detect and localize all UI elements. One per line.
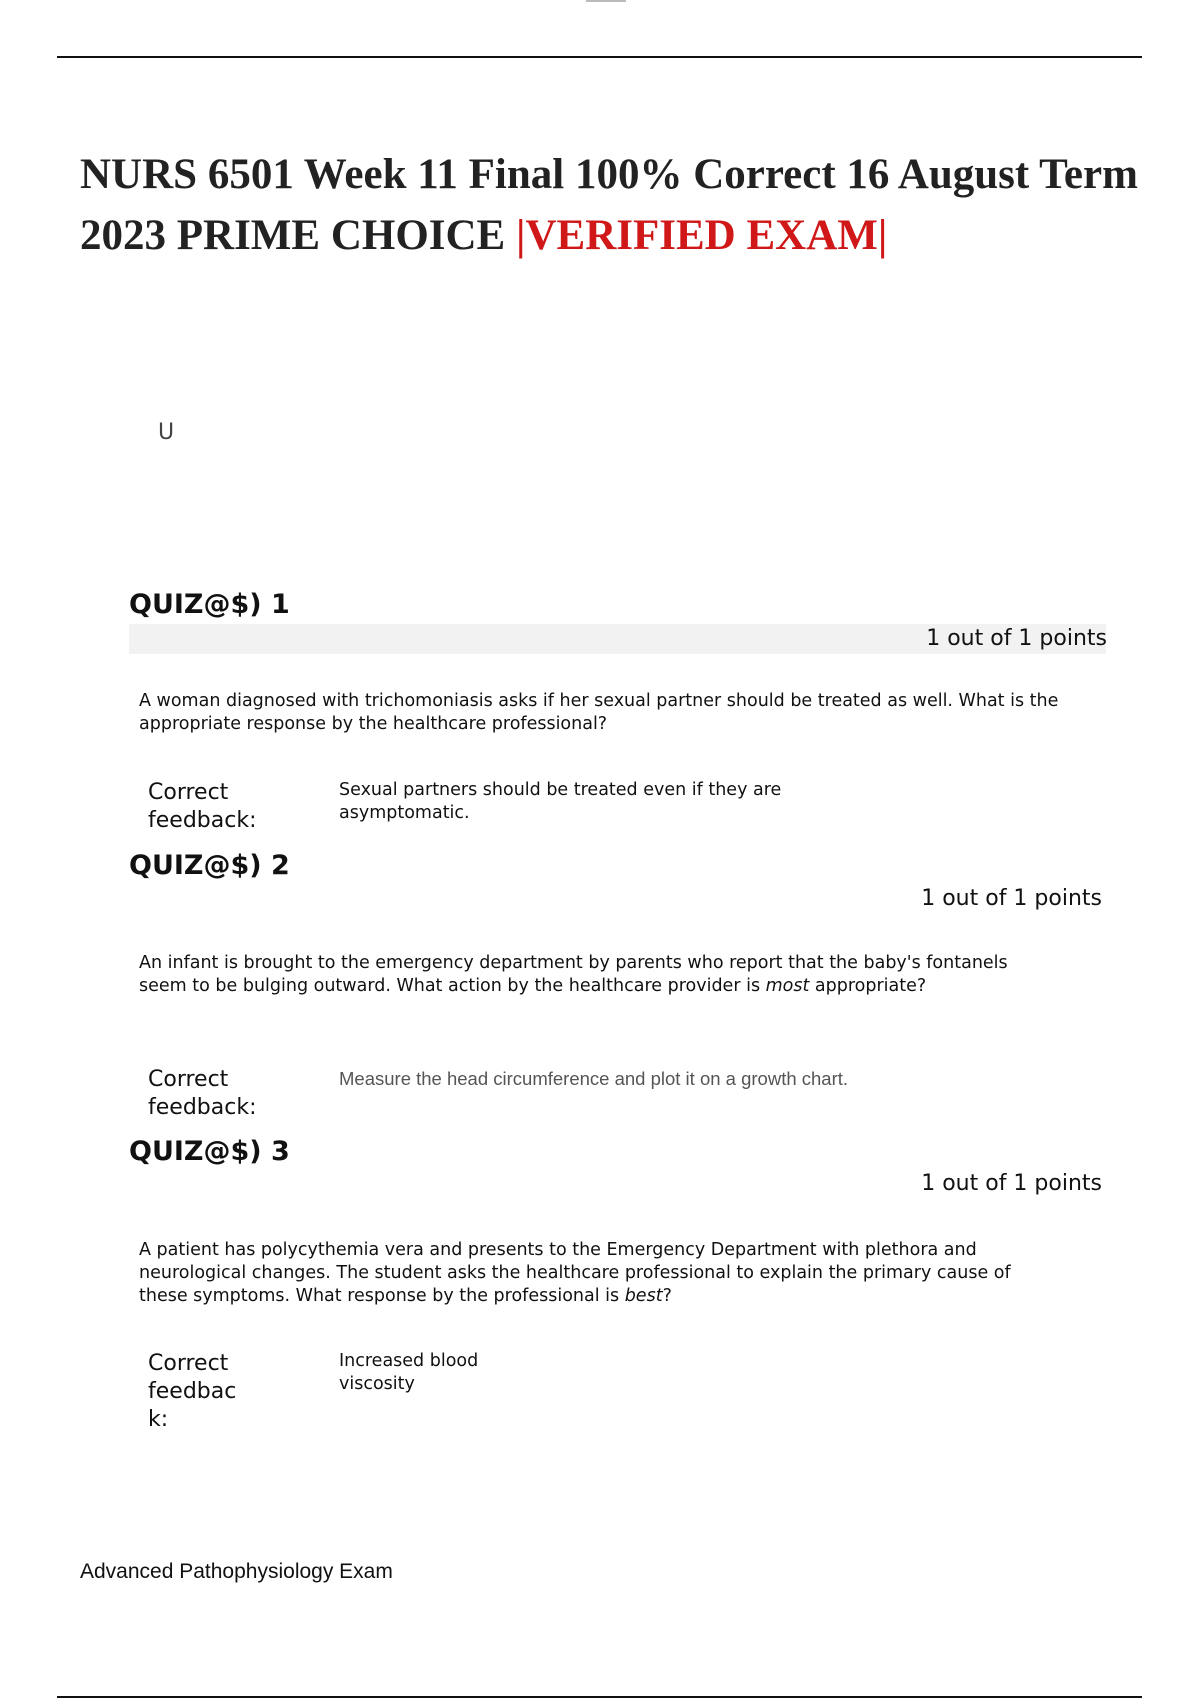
points-bar xyxy=(129,624,1106,654)
title-main: NURS 6501 Week 11 Final 100% Correct 16 August Term 2023 PRIME CHOICE xyxy=(80,151,1138,259)
points-score: 1 out of 1 points xyxy=(926,626,1107,651)
feedback-text: Increased blood viscosity xyxy=(339,1351,479,1394)
points-score: 1 out of 1 points xyxy=(921,1171,1102,1196)
question-emphasis: most xyxy=(765,976,810,996)
question-text: An infant is brought to the emergency department by parents who report that the baby's fontanels seem to be bulging outward. What action by the healthcare provider is most appropriate? xyxy=(139,953,1008,996)
footer-text: Advanced Pathophysiology Exam xyxy=(80,1560,393,1583)
points-score: 1 out of 1 points xyxy=(921,886,1102,911)
points-bar xyxy=(129,1169,1106,1199)
question-heading: QUIZ@$) 1 xyxy=(129,589,290,620)
feedback-text: Sexual partners should be treated even if they are asymptomatic. xyxy=(339,780,782,823)
feedback-label: Correct feedback: xyxy=(148,1067,257,1120)
points-bar xyxy=(129,884,1106,914)
feedback-text: Measure the head circumference and plot it on a growth chart. xyxy=(339,1068,849,1089)
question-emphasis: best xyxy=(624,1286,663,1306)
question-heading: QUIZ@$) 3 xyxy=(129,1136,290,1167)
question-text: A patient has polycythemia vera and presents to the Emergency Department with plethora and neurological changes. The student asks the healthcare professional to explain the primary cause of these symptoms. What response by the professional is best? xyxy=(139,1240,1011,1306)
top-divider xyxy=(57,56,1142,58)
stray-letter: U xyxy=(158,420,175,445)
feedback-label: Correct feedback: xyxy=(148,780,257,833)
question-text: A woman diagnosed with trichomoniasis asks if her sexual partner should be treated as well. What is the appropriate response by the healthcare professional? xyxy=(139,691,1059,734)
feedback-label: Correct feedbac k: xyxy=(148,1351,237,1432)
title-accent: |VERIFIED EXAM| xyxy=(515,212,888,259)
question-heading: QUIZ@$) 2 xyxy=(129,850,290,881)
bottom-divider xyxy=(57,1696,1142,1698)
document-title xyxy=(80,144,1140,266)
page-top-mark xyxy=(586,0,626,2)
